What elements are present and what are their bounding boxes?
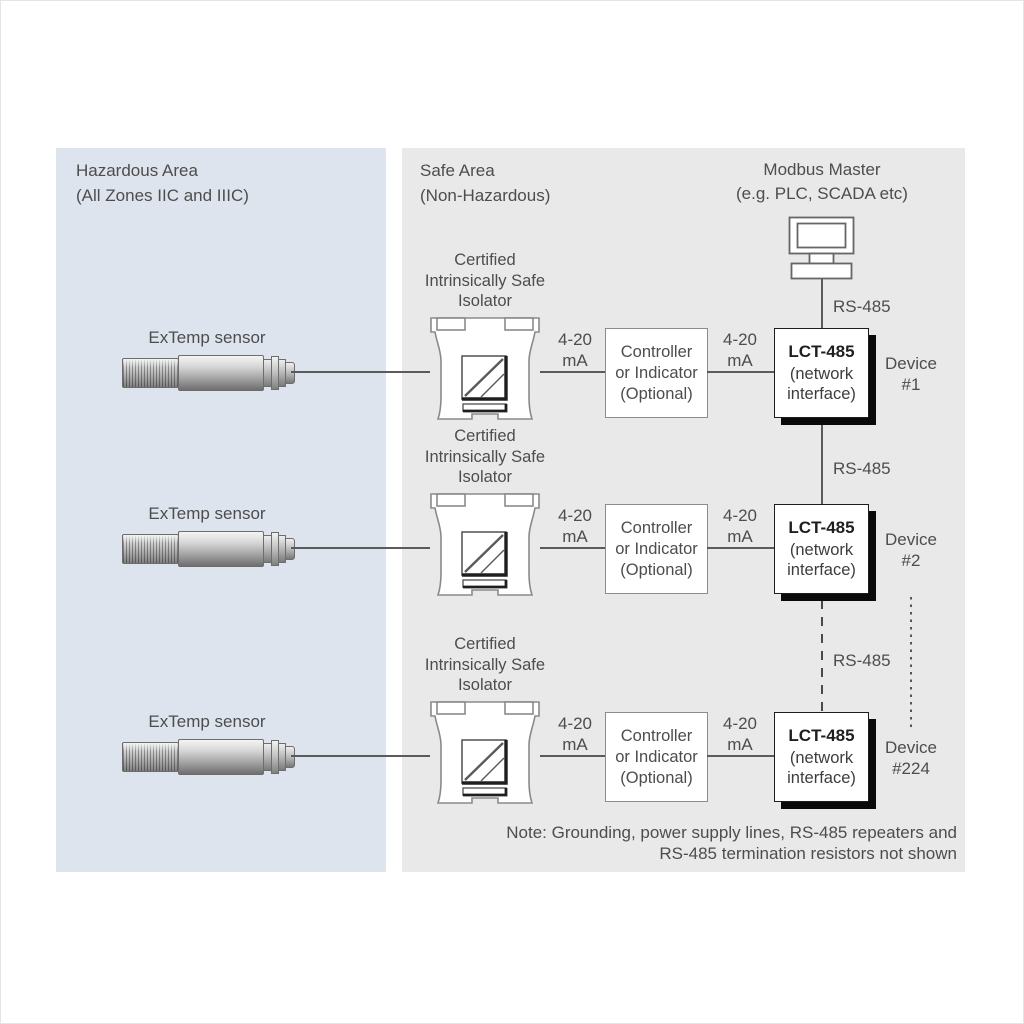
controller-box bbox=[605, 328, 708, 418]
controller-to-lct-wire bbox=[707, 547, 774, 549]
lct-485-line3: interface) bbox=[787, 385, 856, 403]
isolator-label-line1: Certified bbox=[454, 251, 516, 269]
controller-to-lct-wire bbox=[707, 755, 774, 757]
footnote-line2: RS-485 termination resistors not shown bbox=[659, 844, 957, 863]
signal-4-20ma-label bbox=[547, 329, 603, 371]
extemp-sensor-icon bbox=[122, 355, 292, 389]
controller-line2: or Indicator bbox=[615, 539, 698, 558]
modbus-master-subtitle: (e.g. PLC, SCADA etc) bbox=[736, 184, 908, 203]
sensor-label: ExTemp sensor bbox=[148, 504, 266, 523]
isolator-to-controller-wire bbox=[540, 547, 605, 549]
safe-area-header bbox=[420, 158, 550, 208]
isolator-module-icon bbox=[430, 493, 540, 597]
sensor-body-section bbox=[178, 355, 264, 391]
signal-label-line2: mA bbox=[562, 351, 588, 370]
controller-line3: (Optional) bbox=[620, 384, 693, 403]
controller-line1: Controller bbox=[620, 726, 693, 745]
lct-485-box bbox=[774, 504, 869, 594]
isolator-label-line1: Certified bbox=[454, 427, 516, 445]
hazardous-area-header bbox=[76, 158, 249, 208]
lct-485-title: LCT-485 bbox=[788, 726, 855, 745]
sensor-body-section bbox=[178, 739, 264, 775]
sensor-thread-section bbox=[122, 742, 179, 772]
isolator-label-line2: Intrinsically Safe bbox=[424, 655, 546, 674]
signal-label-line2: mA bbox=[562, 527, 588, 546]
signal-4-20ma-label bbox=[547, 505, 603, 547]
signal-4-20ma-label bbox=[712, 505, 768, 547]
sensor-body-section bbox=[178, 531, 264, 567]
controller-line2: or Indicator bbox=[615, 747, 698, 766]
controller-line1: Controller bbox=[620, 518, 693, 537]
isolator-label-line2: Intrinsically Safe bbox=[424, 447, 546, 466]
extemp-sensor-icon bbox=[122, 739, 292, 773]
extemp-sensor-icon bbox=[122, 531, 292, 565]
sensor-to-isolator-wire bbox=[291, 755, 430, 757]
device-label-line1: Device bbox=[885, 530, 937, 549]
signal-4-20ma-label bbox=[712, 713, 768, 755]
signal-label-line1: 4-20 bbox=[557, 330, 593, 349]
hazardous-area-subtitle: (All Zones IIC and IIIC) bbox=[76, 186, 249, 205]
controller-line3: (Optional) bbox=[620, 560, 693, 579]
controller-line2: or Indicator bbox=[615, 363, 698, 382]
signal-label-line2: mA bbox=[562, 735, 588, 754]
rs485-label-3: RS-485 bbox=[833, 651, 891, 670]
device-label-line1: Device bbox=[885, 738, 937, 757]
signal-label-line1: 4-20 bbox=[722, 330, 758, 349]
safe-area-subtitle: (Non-Hazardous) bbox=[420, 186, 551, 205]
sensor-chain-row-3 bbox=[0, 626, 1024, 826]
device-label-line2: #1 bbox=[901, 375, 921, 394]
controller-box bbox=[605, 504, 708, 594]
sensor-label: ExTemp sensor bbox=[148, 328, 266, 347]
lct-485-line2: (network bbox=[789, 365, 854, 383]
device-label-line1: Device bbox=[885, 354, 937, 373]
controller-to-lct-wire bbox=[707, 371, 774, 373]
sensor-chain-row-2 bbox=[0, 418, 1024, 618]
controller-box bbox=[605, 712, 708, 802]
isolator-label bbox=[410, 634, 560, 696]
hazardous-area-title: Hazardous Area bbox=[76, 161, 198, 180]
signal-label-line1: 4-20 bbox=[557, 714, 593, 733]
sensor-thread-section bbox=[122, 534, 179, 564]
lct-485-box bbox=[774, 712, 869, 802]
signal-label-line1: 4-20 bbox=[722, 714, 758, 733]
signal-label-line2: mA bbox=[727, 735, 753, 754]
modbus-master-title: Modbus Master bbox=[763, 160, 881, 179]
controller-line3: (Optional) bbox=[620, 768, 693, 787]
diagram-footnote bbox=[437, 822, 957, 864]
footnote-line1: Note: Grounding, power supply lines, RS-485 repeaters and bbox=[506, 823, 957, 842]
isolator-label bbox=[410, 426, 560, 488]
signal-4-20ma-label bbox=[712, 329, 768, 371]
isolator-label-line1: Certified bbox=[454, 635, 516, 653]
sensor-to-isolator-wire bbox=[291, 547, 430, 549]
signal-label-line1: 4-20 bbox=[557, 506, 593, 525]
sensor-to-isolator-wire bbox=[291, 371, 430, 373]
device-number-label bbox=[866, 737, 956, 779]
signal-label-line2: mA bbox=[727, 351, 753, 370]
controller-line1: Controller bbox=[620, 342, 693, 361]
sensor-chain-row-1 bbox=[0, 242, 1024, 442]
device-label-line2: #224 bbox=[892, 759, 930, 778]
device-label-line2: #2 bbox=[901, 551, 921, 570]
lct-485-line2: (network bbox=[789, 541, 854, 559]
isolator-module-icon bbox=[430, 317, 540, 421]
isolator-label-line3: Isolator bbox=[457, 676, 513, 694]
lct-485-line3: interface) bbox=[787, 769, 856, 787]
sensor-label: ExTemp sensor bbox=[148, 712, 266, 731]
isolator-label bbox=[410, 250, 560, 312]
isolator-label-line3: Isolator bbox=[457, 292, 513, 310]
isolator-to-controller-wire bbox=[540, 755, 605, 757]
isolator-label-line2: Intrinsically Safe bbox=[424, 271, 546, 290]
signal-label-line2: mA bbox=[727, 527, 753, 546]
device-number-label bbox=[866, 353, 956, 395]
signal-label-line1: 4-20 bbox=[722, 506, 758, 525]
signal-4-20ma-label bbox=[547, 713, 603, 755]
sensor-connector-tip bbox=[285, 538, 295, 560]
isolator-module-icon bbox=[430, 701, 540, 805]
modbus-master-header bbox=[712, 158, 932, 206]
rs485-label-2: RS-485 bbox=[833, 459, 891, 478]
isolator-to-controller-wire bbox=[540, 371, 605, 373]
isolator-label-line3: Isolator bbox=[457, 468, 513, 486]
safe-area-title: Safe Area bbox=[420, 161, 495, 180]
lct-485-line3: interface) bbox=[787, 561, 856, 579]
lct-485-box bbox=[774, 328, 869, 418]
sensor-connector-tip bbox=[285, 362, 295, 384]
rs485-label-1: RS-485 bbox=[833, 297, 891, 316]
sensor-connector-tip bbox=[285, 746, 295, 768]
device-number-label bbox=[866, 529, 956, 571]
sensor-thread-section bbox=[122, 358, 179, 388]
lct-485-title: LCT-485 bbox=[788, 342, 855, 361]
lct-485-title: LCT-485 bbox=[788, 518, 855, 537]
lct-485-line2: (network bbox=[789, 749, 854, 767]
